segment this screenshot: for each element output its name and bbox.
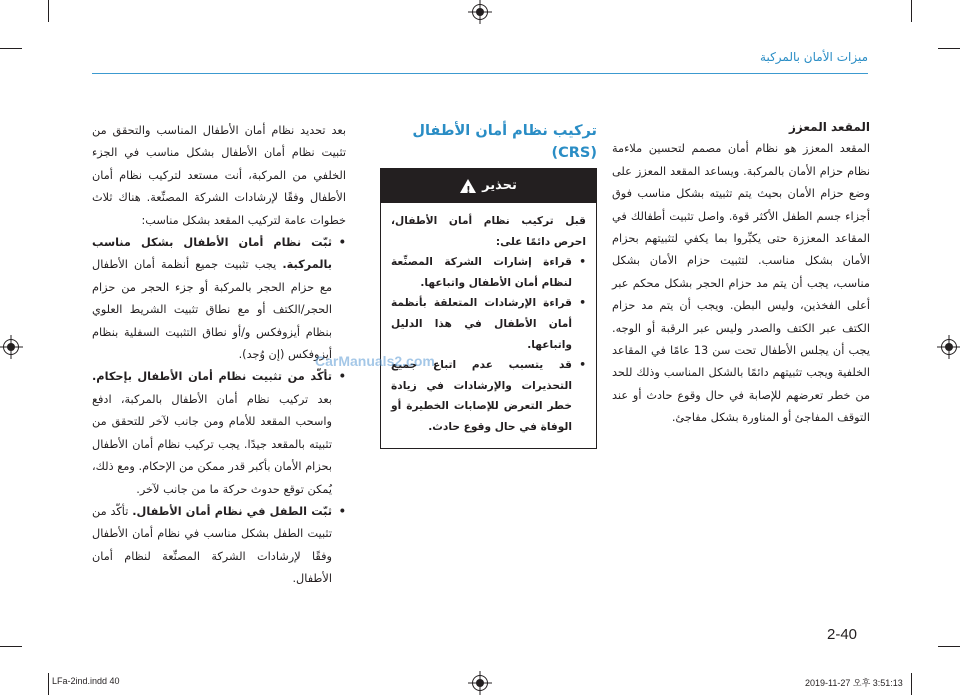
install-steps-list	[92, 232, 346, 591]
registration-mark-right	[941, 339, 957, 355]
header-divider	[92, 73, 868, 74]
registration-mark-top	[472, 4, 488, 20]
install-step	[92, 366, 346, 500]
install-crs-heading: تركيب نظام أمان الأطفال (CRS)	[412, 123, 597, 161]
booster-seat-title: المقعد المعزز	[789, 120, 870, 134]
registration-mark-left	[3, 339, 19, 355]
install-step-title: ثبّت الطفل في نظام أمان الأطفال.	[132, 504, 333, 518]
install-steps-section	[92, 120, 346, 591]
crop-mark-top-left-v	[48, 0, 49, 22]
footer-file: LFa-2ind.indd 40	[52, 676, 120, 686]
crop-mark-bottom-left-v	[48, 673, 49, 695]
install-step-label: بالمركبة.	[282, 258, 333, 272]
install-intro: بعد تحديد نظام أمان الأطفال المناسب والتحقق من تثبيت نظام أمان الأطفال بشكل مناسب في الجزء الخلفي من المركبة، أنت مستعد لتركيب نظام أمان الأطفال وفقًا لإرشادات الشركة المصنِّعة. هناك ثلاث خطوات عامة لتركيب المقعد بشكل مناسب:	[92, 124, 346, 227]
warning-intro: قبل تركيب نظام أمان الأطفال، احرص دائمًا على:	[391, 215, 586, 248]
warning-item: • قراءة الإرشادات المتعلقة بأنظمة أمان الأطفال في هذا الدليل واتباعها.	[391, 293, 586, 355]
registration-mark-bottom	[472, 675, 488, 691]
warning-item: • قراءة إشارات الشركة المصنِّعة لنظام أمان الأطفال واتباعها.	[391, 252, 586, 293]
install-step	[92, 232, 346, 366]
warning-box	[380, 168, 597, 449]
warning-item: • قد يتسبب عدم اتباع جميع التحذيرات والإرشادات في زيادة خطر التعرض للإصابات الخطيرة أو الوفاة في حال وقوع حادث.	[391, 355, 586, 437]
install-step-text: تأكّد من تثبيت الطفل بشكل مناسب في نظام أمان الأطفال وفقًا لإرشادات الشركة المصنِّعة لنظام أمان الأطفال.	[92, 504, 332, 586]
warning-list	[391, 252, 586, 437]
install-crs-section	[380, 120, 597, 449]
install-step-label: بإحكام.	[92, 370, 133, 384]
crop-mark-bottom-right-h	[938, 646, 960, 647]
booster-seat-section	[612, 116, 870, 430]
page-header: ميزات الأمان بالمركبة	[760, 50, 868, 64]
install-step-title: ثبّت نظام أمان الأطفال بشكل مناسب	[92, 236, 332, 250]
footer-timestamp: 2019-11-27 오후 3:51:13	[805, 678, 903, 688]
page-number: 2-40	[827, 626, 858, 643]
crop-mark-top-right-v	[911, 0, 912, 22]
crop-mark-bottom-right-v	[911, 673, 912, 695]
install-step-title: تأكّد من تثبيت نظام أمان الأطفال	[137, 370, 332, 384]
install-step-text: يجب تثبيت جميع أنظمة أمان الأطفال مع حزام الحجر بالمركبة أو جزء الحجر من حزام الحجر/الكتف أو مع نطاق تثبيت الشريط العلوي بنظام أيزوفكس و/أو نطاق التثبيت السفلية بنظام أيزوفكس (إن وُجد).	[92, 258, 332, 362]
warning-header	[381, 169, 596, 203]
crop-mark-bottom-left-h	[0, 646, 22, 647]
install-step	[92, 501, 346, 591]
warning-triangle-icon	[460, 179, 476, 193]
warning-label: تحذير	[482, 177, 517, 193]
crop-mark-top-left-h	[0, 48, 22, 49]
install-step-text: بعد تركيب نظام أمان الأطفال بالمركبة، ادفع واسحب المقعد للأمام ومن جانب لآخر للتحقق من تثبيته بالمقعد جيدًا. يجب تركيب نظام أمان الأطفال بحزام الأمان بأكبر قدر ممكن من الإحكام. ومع ذلك، يُمكن توقع حدوث حركة ما من جانب لآخر.	[92, 392, 332, 496]
watermark: CarManuals2.com	[315, 353, 435, 369]
crop-mark-top-right-h	[938, 48, 960, 49]
warning-body	[381, 203, 596, 448]
booster-seat-paragraph: المقعد المعزز هو نظام أمان مصمم لتحسين ملاءمة نظام حزام الأمان بالمركبة. ويساعد المقعد المعزز على وضع حزام الأمان بحيث يتم تثبيته بشكل مناسب فوق أجزاء جسم الطفل الأكثر قوة. واصل تثبيت أطفالك في المقاعد المعززة حتى يكبِّروا بما يكفي لتثبيتهم بحزام الأمان بشكل مناسب. لتثبيت حزام الأمان بشكل مناسب، يجب أن يتم مد حزام الحجر بشكل محكم عبر أعلى الفخذين، وليس البطن. ويجب أن يتم مد حزام الكتف عبر الكتف والصدر وليس عبر الرقبة أو الوجه. يجب أن يجلس الأطفال تحت سن 13 عامًا في المقاعد الخلفية ويجب تثبيتهم دائمًا بالشكل المناسب وذلك للحد من خطر تعرضهم للإصابة في حال وقوع حادث أو عند التوقف المفاجئ أو المناورة بشكل مفاجئ.	[612, 142, 870, 425]
